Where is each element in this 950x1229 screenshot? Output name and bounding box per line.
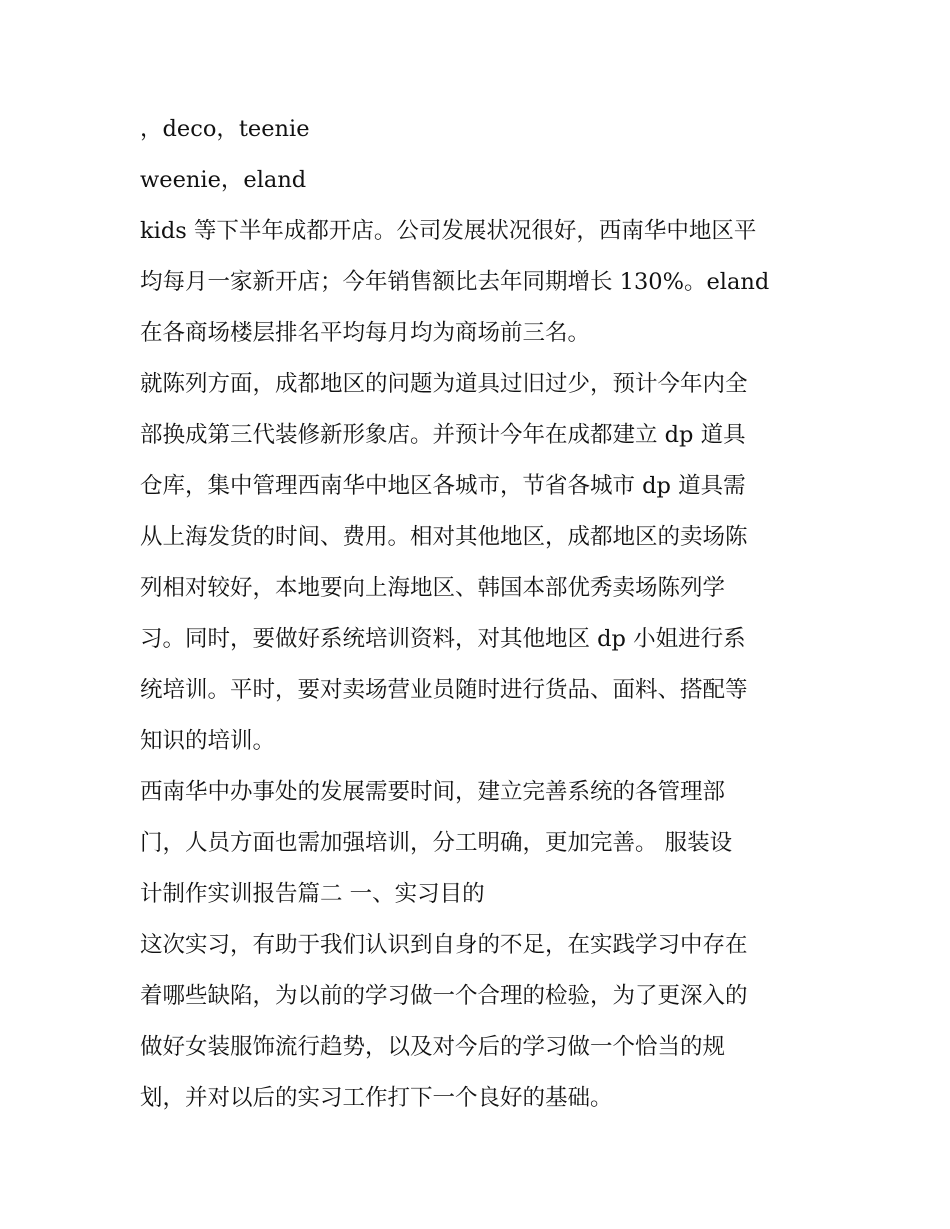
text-line: 从上海发货的时间、费用。相对其他地区，成都地区的卖场陈: [140, 524, 748, 550]
text-line: 做好女装服饰流行趋势，以及对今后的学习做一个恰当的规: [140, 1034, 726, 1060]
text-line: 划，并对以后的实习工作打下一个良好的基础。: [140, 1085, 613, 1111]
text-line: 就陈列方面，成都地区的问题为道具过旧过少，预计今年内全: [140, 371, 748, 397]
text-line: 仓库，集中管理西南华中地区各城市，节省各城市 dp 道具需: [140, 473, 746, 499]
text-line: 着哪些缺陷，为以前的学习做一个合理的检验，为了更深入的: [140, 983, 748, 1009]
text-line: 这次实习，有助于我们认识到自身的不足，在实践学习中存在: [140, 932, 748, 958]
text-line: 均每月一家新开店；今年销售额比去年同期增长 130%。eland: [140, 269, 770, 295]
text-line: 习。同时，要做好系统培训资料，对其他地区 dp 小姐进行系: [140, 626, 746, 652]
text-line: 列相对较好，本地要向上海地区、韩国本部优秀卖场陈列学: [140, 575, 726, 601]
document-page: [140, 104, 820, 1124]
text-line: ，deco，teenie: [140, 116, 310, 142]
text-line: 知识的培训。: [140, 728, 276, 754]
text-line: kids 等下半年成都开店。公司发展状况很好，西南华中地区平: [140, 218, 757, 244]
text-line: 在各商场楼层排名平均每月均为商场前三名。: [140, 320, 591, 346]
text-line: 西南华中办事处的发展需要时间，建立完善系统的各管理部: [140, 779, 726, 805]
text-line: 统培训。平时，要对卖场营业员随时进行货品、面料、搭配等: [140, 677, 748, 703]
text-line: 计制作实训报告篇二 一、实习目的: [140, 881, 485, 907]
text-line: 部换成第三代装修新形象店。并预计今年在成都建立 dp 道具: [140, 422, 746, 448]
text-line: weenie，eland: [140, 167, 307, 193]
text-line: 门，人员方面也需加强培训，分工明确，更加完善。 服装设: [140, 830, 733, 856]
